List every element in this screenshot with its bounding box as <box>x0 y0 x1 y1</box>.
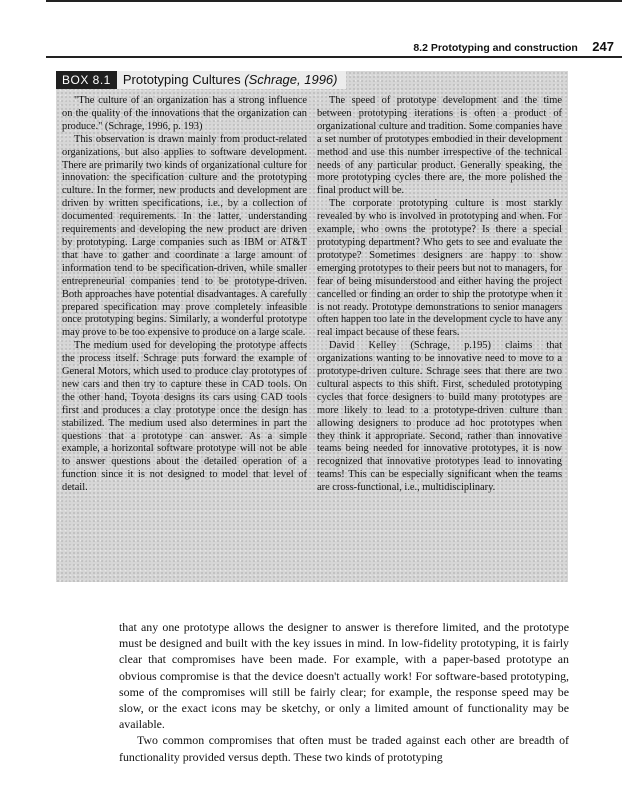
box-right-paragraph: David Kelley (Schrage, p.195) claims that organizations wanting to be innovative need to move to a prototype-driven culture. Schrage sees that there are two cultural aspects to this shift. First, scheduled prototyping cycles that force designers to build many prototypes are more likely to lead to a prototype-driven culture than allowing designers to produce ad hoc prototypes when they think it appropriate. Second, rather than innovative teams being needed for innovative prototypes, it is now recognized that innovative prototypes lead to innovating teams! This can be especially significant when the teams are cross-functional, i.e., multidisciplinary. <box>317 340 562 494</box>
box-title-citation: (Schrage, 1996) <box>244 72 338 87</box>
main-body-text <box>119 619 569 765</box>
body-paragraph: Two common compromises that often must be traded against each other are breadth of functionality provided versus depth. These two kinds of prototyping <box>119 733 569 764</box>
box-title-main: Prototyping Cultures <box>122 72 245 87</box>
box-columns <box>62 95 562 495</box>
box-left-paragraph: This observation is drawn mainly from product-related organizations, but also applies to software development. There are primarily two kinds of organizational culture for innovation: the specification culture and the prototyping culture. In the former, new products and development are driven by written specifications, i.e., by a collection of documented requirements. In the latter, understanding requirements and developing the new product are driven by prototyping. Large companies such as IBM or AT&T that have to gather and coordinate a large amount of information tend to be specification-driven, while smaller entrepreneurial companies tend to be prototype-driven. Both approaches have potential disadvantages. A carefully prepared specification may prove completely infeasible once prototyping begins. Similarly, a wonderful prototype may prove to be too expensive to produce on a large scale. <box>62 133 307 339</box>
page-number: 247 <box>592 39 614 54</box>
body-paragraph: that any one prototype allows the designer to answer is therefore limited, and the prototype must be designed and built with the key issues in mind. In low-fidelity prototyping, it is fairly clear that compromises have been made. For example, with a paper-based prototype an obvious compromise is that the device doesn't actually work! For software-based prototyping, some of the compromises will still be fairly clear; for example, the response speed may be slow, or the exact icons may be sketchy, or only a limited amount of functionality may be available. <box>119 620 569 732</box>
box-title-bar <box>56 71 346 89</box>
box-right-paragraph: The speed of prototype development and the time between prototyping iterations is often a product of organizational culture and tradition. Some companies have a set number of prototypes embodied in their development method and use this number irrespective of the technical needs of any particular product. Generally speaking, the more prototyping cycles there are, the more polished the final product will be. <box>317 95 562 197</box>
box-label: BOX 8.1 <box>56 71 117 89</box>
box-left-paragraph: The medium used for developing the prototype affects the process itself. Schrage puts forward the example of General Motors, which used to produce clay prototypes of new cars and then try to capture these in CAD tools. On the other hand, Toyota designs its cars using CAD tools first and produces a clay prototype once the design has stabilized. The medium used also determines in part the questions that a prototype can answer. As a simple example, a horizontal software prototype will not be able to answer questions about the detailed operation of a function since it is not designed to model that level of detail. <box>62 340 307 494</box>
header-rule <box>46 56 622 58</box>
top-rule <box>46 0 622 2</box>
section-title: 8.2 Prototyping and construction <box>413 42 578 54</box>
sidebar-box <box>56 71 568 582</box>
box-left-column <box>62 95 307 495</box>
running-header <box>413 38 614 56</box>
box-right-paragraph: The corporate prototyping culture is most starkly revealed by who is involved in prototyping and when. For example, who owns the prototype? Is there a special prototyping department? Who gets to see and evaluate the prototype? Sometimes designers are happy to show emerging prototypes to their peers but not to managers, for fear of being misunderstood and either having the project cancelled or finding an order to ship the prototype when it is not ready. Prototype demonstrations to senior managers often happen too late in the development cycle to have any real impact because of these fears. <box>317 198 562 339</box>
box-right-column <box>317 95 562 495</box>
box-title <box>117 71 346 89</box>
box-left-paragraph: "The culture of an organization has a strong influence on the quality of the innovations that the organization can produce." (Schrage, 1996, p. 193) <box>62 95 307 132</box>
